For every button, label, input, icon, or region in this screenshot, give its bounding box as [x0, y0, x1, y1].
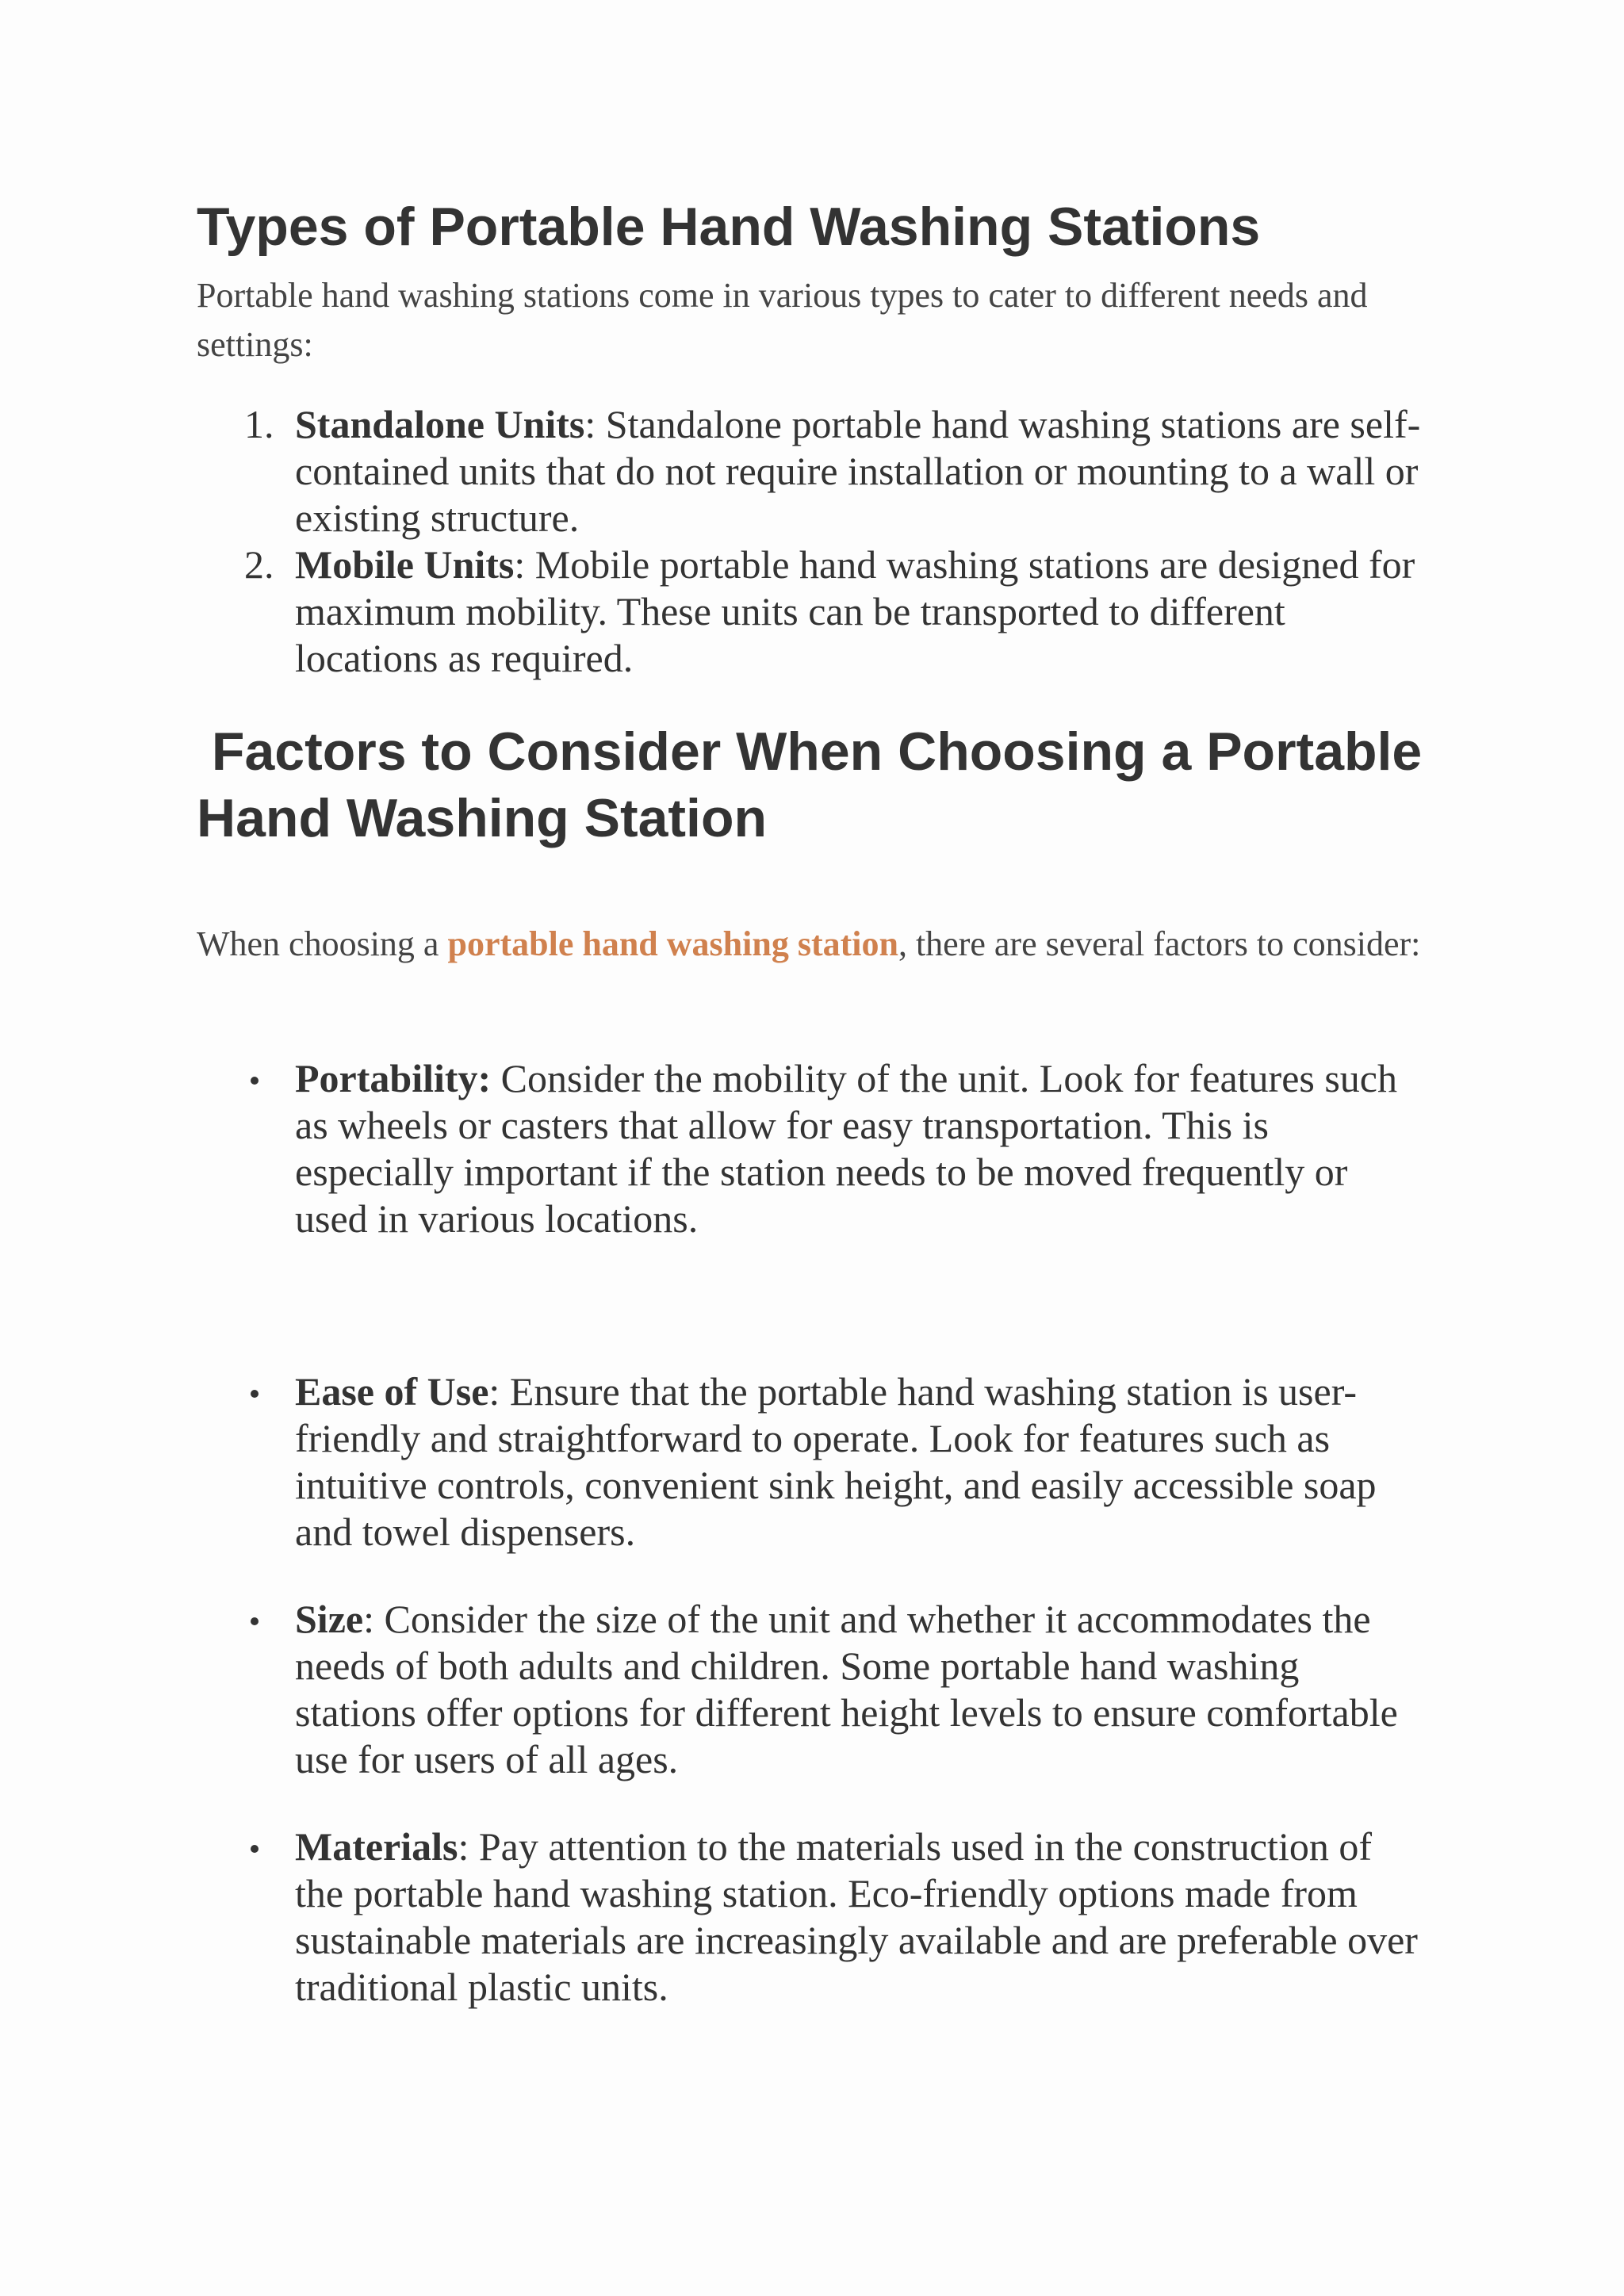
text-mobile-units: : Mobile portable hand washing stations are designed for maximum mobility. These units can be transported to different locations as required. [295, 542, 1415, 680]
choosing-text-before: When choosing a [197, 924, 448, 963]
bullet-icon [251, 1617, 259, 1625]
list-item-ease-of-use [295, 1368, 1421, 1556]
term-mobile-units: Mobile Units [295, 542, 515, 587]
list-item-standalone-units [295, 401, 1421, 541]
heading-types: Types of Portable Hand Washing Stations [197, 197, 1261, 257]
text-materials: : Pay attention to the materials used in the construction of the portable hand washing station. Eco-friendly options made from sustainable materials are increasingly available and are preferable over traditional plastic units. [295, 1824, 1418, 2009]
portable-station-link[interactable]: portable hand washing station [447, 924, 898, 963]
choosing-text-after: , there are several factors to consider: [898, 924, 1421, 963]
text-portability: Consider the mobility of the unit. Look for features such as wheels or casters that allow for easy transportation. This is especially important if the station needs to be moved frequently or used in various locations. [295, 1056, 1397, 1241]
text-size: : Consider the size of the unit and whether it accommodates the needs of both adults and children. Some portable hand washing stations offer options for different height levels to ensure comfortable use for users of all ages. [295, 1597, 1398, 1781]
term-size: Size [295, 1597, 364, 1641]
list-marker-1: 1. [244, 402, 274, 446]
list-item-mobile-units [295, 541, 1421, 682]
term-portability: Portability: [295, 1056, 492, 1100]
heading-factors: Factors to Consider When Choosing a Portable Hand Washing Station [197, 721, 1438, 848]
term-materials: Materials [295, 1824, 458, 1869]
list-item-size [295, 1596, 1421, 1783]
bullet-icon [251, 1077, 259, 1085]
list-item-materials [295, 1823, 1421, 2011]
term-standalone-units: Standalone Units [295, 402, 585, 446]
term-ease-of-use: Ease of Use [295, 1369, 489, 1414]
list-item-portability [295, 1055, 1421, 1242]
list-marker-2: 2. [244, 542, 274, 587]
intro-paragraph: Portable hand washing stations come in various types to cater to different needs and settings: [197, 276, 1368, 364]
choosing-paragraph [197, 920, 1434, 969]
text-ease-of-use: : Ensure that the portable hand washing station is user-friendly and straightforward to operate. Look for features such as intuitive controls, convenient sink height, and easily accessible soap and towel dispensers. [295, 1369, 1377, 1554]
bullet-icon [251, 1845, 259, 1853]
text-standalone-units: : Standalone portable hand washing stations are self-contained units that do not require installation or mounting to a wall or existing structure. [295, 402, 1421, 540]
bullet-icon [251, 1390, 259, 1398]
